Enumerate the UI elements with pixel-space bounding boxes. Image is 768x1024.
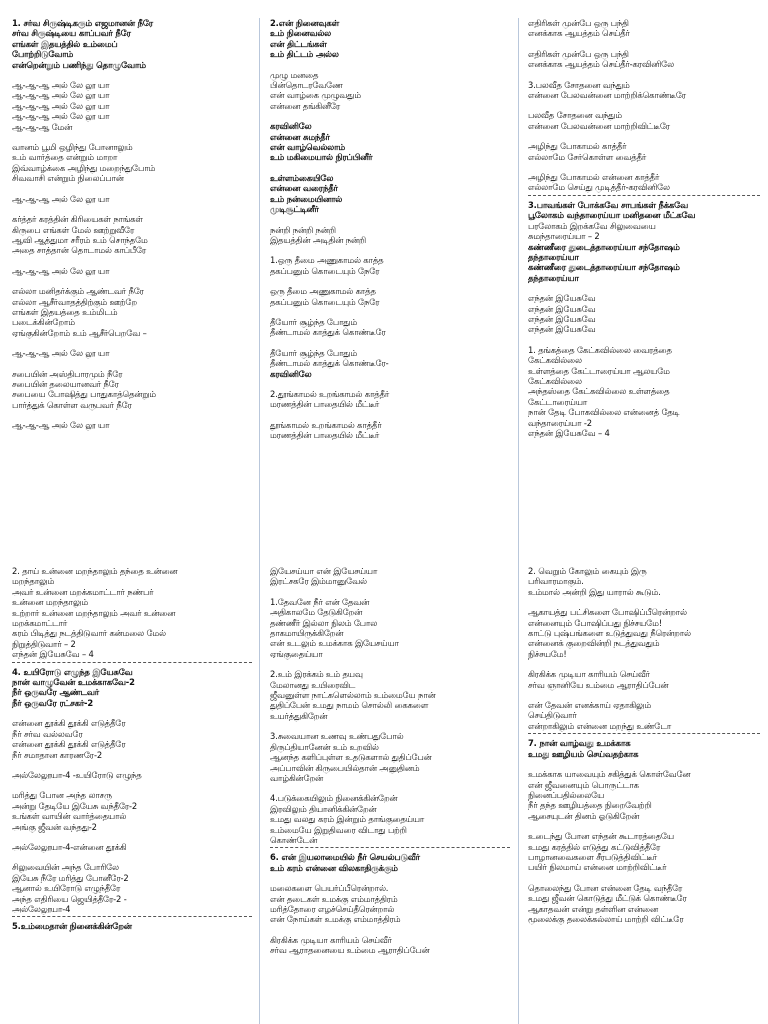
lyric-line: என்றாகிலும் என்னை மறந்து உண்டோ [528,720,672,731]
lyric-line: எல்லாமே செய்து முடித்தீர்-கரவினிலே [528,182,670,193]
lyric-line: அப்பாவின் கிருபையில்தான் அனுதினம் [270,762,420,773]
lyric-line: அழிந்து போகாமல் என்னை காத்தீர் [528,172,660,183]
lyric-line: தண்ணீர் இல்லா நிலம் போல [270,617,378,628]
lyric-line: ஆனந்த களிப்புள்ள உதடுகளால் துதிப்பேன் [270,752,432,763]
lyric-line: உங்கள் வாயின் வார்த்தையால் [12,811,127,822]
lyric-line: உமது வலது கரம் இன்றும் தாங்குதைய்யா [270,814,425,825]
stanza-gap [528,70,760,80]
lyric-heading-line: பூலோகம் வந்தாரைய்யா மனிதனை மீட்கவே [528,210,696,221]
lyric-line: என் ஜீவனையும் பொருட்டாக [528,779,639,790]
lyric-line: மரித்து போன அந்த லாசரு [12,790,112,801]
lyric-heading-line: நீர் ஒருவரே ரட்சகர்-2 [12,697,94,708]
stanza-gap [270,873,510,883]
stanza-gap [12,132,252,142]
stanza-gap [270,587,510,597]
lyric-heading-line: கண்ணீரை துடைத்தாரைய்யா சந்தோஷம் [528,262,680,273]
lyric-line: தீயோர் சூழ்ந்த போதும் [270,316,357,327]
lyric-line: அழிந்து போகாமல் காத்தீர் [528,141,627,152]
stanza-gap [270,659,510,669]
stanza-gap [528,131,760,141]
lyric-line: பயிர் நிலமாய் என்னை மாற்றிவிட்டீர் [528,862,667,873]
lyric-line: எதிரிகள் முன்பே ஒரு பந்தி [528,18,629,28]
lyric-line: சர்வ ஞானியே உம்மை ஆராதிப்பேன் [528,679,669,690]
lyric-line: ஆ-ஆ-ஆ அல் லே லூ யா [12,111,110,122]
lyric-line: கிரகிக்க முடியா காரியம் செய்வீர் [270,934,392,945]
lyric-line: ஆ-ஆ-ஆ அல் லே லூ யா [12,80,110,91]
lyric-line: வாழ்கின்றேன் [270,772,323,783]
lyric-line: அந்த எதிரியை ஜெயித்தீரே-2 - [12,893,127,904]
stanza-gap [528,690,760,700]
lyric-line: நினைப்பதில்லையே [528,789,605,800]
lyric-heading-line: உம் கரம் என்னை விலகாதிருக்கும் [270,862,398,873]
lyric-line: எதிரிகள் முன்பே ஒரு பந்தி [528,48,629,59]
lyric-line: உம்மால் அன்றி இது யாரால் கூடும். [528,586,661,597]
lyric-line: எந்தன் இயேசுவே [528,303,596,314]
lyric-line: ஆ-ஆ-ஆ அல் லே லூ யா [12,90,110,101]
lyric-line: ஆ-ஆ-ஆ அல் லே லூ யா [12,100,110,111]
lyric-line: ஏங்குதைய்யா [270,648,323,659]
lyric-line: 3.பலவீத சோதனை வந்தும் [528,79,630,90]
lyric-line: பார்த்துக் கொள்ள வருபவர் நீரே [12,399,132,410]
lyric-line: அதிகாலமே தேடுகிறேன் [270,607,363,618]
lyric-line: படைக்கின்றோம் [12,317,75,328]
lyric-line: இயேசு நீரே மரித்து போனீரே-2 [12,872,129,883]
lyric-line: என்னைக் குறைவின்றி நடத்துவதும் [528,638,660,649]
lyric-line: 2. தாய் உன்னை மறந்தாலும் தந்தை உன்னை [12,566,178,576]
lyric-line: கரம் பிடித்து நடத்திடுவார் கன்மலை மேல் [12,628,166,639]
lyric-line: அல்லேலூயா-4-என்னை தூக்கி [12,841,127,852]
lyric-line: என்னையும் போஷிப்பது நிச்சயமே! [528,617,662,628]
lyric-line: இரட்சகரே இம்மானுவேல் [270,576,367,587]
lyric-line: எல்லாமே சேர்கொள்ள வைத்தீர் [528,151,647,162]
lyric-line: ஆ-ஆ-ஆ அல் லே லூ யா [12,193,110,204]
song-separator [12,662,252,663]
lyric-line: எந்தன் இயேசுவே – 4 [12,649,94,660]
lyric-line: என்னை பேலவன்னை மாற்றிக்கொண்டீரே [528,90,686,101]
song-separator [270,847,510,848]
lyric-line: அந்தஸ்தை கேட்கவில்லை உள்ளத்தை [528,386,670,397]
stanza-gap [528,821,760,831]
lyric-line: என் தடைகள் உமக்கு எம்மாத்திரம் [270,893,398,904]
stanza-gap [528,283,760,293]
lyric-line: என்னை தூக்கி தூக்கி எடுத்தீரே [12,739,126,750]
stanza-gap [528,335,760,345]
lyric-line: மறக்கமாட்டார் [12,618,68,629]
stanza-gap [270,721,510,731]
lyric-line: திருப்தியானேன் உம் உறவில் [270,741,379,752]
lyric-line: சபையை போஷித்து பாதுகாத்தென்றும் [12,389,156,400]
stanza-gap [528,659,760,669]
lyric-line: என் வாழ்கை முழுவதும் [270,90,361,101]
stanza-gap [270,338,510,348]
stanza-gap [270,111,510,121]
lyric-line: ஆ-ஆ-ஆ அல் லே லூ யா [12,348,110,359]
lyric-line: நிறுத்திடுவார் – 2 [12,638,76,649]
lyric-heading-line: என்னை வரைந்தீர் [270,183,338,194]
lyric-line: தீண்டாமல் காத்துக் கொண்டீரே [270,327,386,338]
lyric-heading-line: கரவினிலே [270,121,312,132]
song-separator [528,733,760,734]
stanza-gap [12,184,252,194]
lyric-line: ஆகாயத்து பட்சிகளை போஷிப்பீரென்றால் [528,607,687,618]
lyric-line: எல்லா ஆசீர்வாதத்திற்கும் ஊற்றே [12,296,137,307]
lyric-heading-line: 6. என் இயலாமையில் நீர் செயல்படுவீர் [270,852,420,863]
lyric-line: மரணத்தின் பாதையில் மீட்டீர் [270,430,380,441]
lyric-heading-line: உமது ஊழியம் செய்வதற்காக [528,748,639,759]
lyric-line: சிவவாசி என்றும் நிலைப்பான் [12,173,124,184]
lyric-heading-line: என் திட்டங்கள் [270,38,327,49]
lyric-line: எனக்காக ஆயத்தம் செய்தீர்-கரவினிலே [528,59,674,70]
lyric-line: 2. வெறும் கோலும் கையும் இரு [528,566,647,576]
lyric-line: எங்கள் இதயத்தை உம்மிடம் [12,306,118,317]
lyric-line: மேலானது உயிரைவிட [270,679,356,690]
lyric-line: உம்மையே இறுதிவரை விடாது பற்றி [270,824,407,835]
lyric-line: என் நோய்கள் உமக்கு எம்மாத்திரம் [270,914,401,925]
lyric-line: சுமந்தாரைய்யா – 2 [528,231,600,242]
stanza-gap [528,759,760,769]
column-divider-left [259,18,260,1024]
lyric-line: இதயத்தின் அடிதின் நன்றி [270,234,366,245]
lyric-line: கிரகிக்க முடியா காரியம் செய்வீர் [528,669,650,680]
lyric-line: ஆவி ஆத்துமா சரீரம் உம் சொந்தமே [12,234,148,245]
lyric-line: எந்தன் இயேசுவே [528,313,596,324]
stanza-gap [12,204,252,214]
stanza-gap [528,597,760,607]
lyric-line: மூலைக்கு தலைக்கல்லாய் மாற்றி விட்டீரே [528,913,684,924]
lyric-line: 2.தூங்காமல் உறங்காமல் காத்தீர் [270,388,390,399]
lyric-heading-line: உம் மகிமையால் நிரப்பினீர் [270,152,373,163]
lyric-heading-line: 3.பாவங்கள் போக்கவே சாபங்கள் நீக்கவே [528,199,688,210]
lyrics-column-top-middle [270,18,510,441]
lyric-line: தாகமாயிருக்கிறேன் [270,628,344,639]
lyric-line: ஆகாதவன் என்று தள்ளின என்னை [528,903,658,914]
lyric-heading-line: போற்றிடுவோம் [12,49,74,60]
lyric-line: தீண்டாமல் காத்துக் கொண்டீரே- [270,358,389,369]
lyric-line: துதிப்பேன் உமது நாமம் சொல்லி கைகளை [270,700,429,711]
stanza-gap [270,163,510,173]
lyric-heading-line: தந்தாரைய்யா [528,251,579,262]
stanza-gap [528,162,760,172]
lyric-line: மரித்தோரை எழச்செய்தீரென்றால் [270,903,395,914]
lyric-line: எல்லா மனிதர்க்கும் ஆண்டவர் நீரே [12,286,144,297]
lyric-line: பரிவாரமாகும். [528,576,584,587]
lyric-line: மலைகளை பெயர்ப்பீரென்றால். [270,883,389,894]
stanza-gap [270,783,510,793]
lyric-line: உள்ளத்தை கேட்டாரைய்யா ஆலயமே [528,365,670,376]
lyric-line: 4.படுக்கையிலும் நினைக்கின்றேன் [270,793,398,804]
lyric-heading-line: நீர் ஒருவரே ஆண்டவர் [12,687,99,698]
lyric-line: சபையின் அஸ்திபாரமும் நீரே [12,368,123,379]
stanza-gap [270,307,510,317]
lyric-heading-line: உம் நன்மையினால் [270,193,343,204]
lyric-line: கேட்கவில்லை [528,375,582,386]
lyric-line: வந்தாரைய்யா -2 [528,417,592,428]
stanza-gap [270,60,510,70]
lyric-line: என் உடலும் உமக்காக இயேசய்யா [270,638,399,649]
lyrics-column-bottom-left [12,566,252,932]
lyric-line: அல்லேலூயா-4 [12,903,71,914]
lyric-line: மரணத்தின் பாதையில் மீட்டீர் [270,399,380,410]
lyric-line: பரலோகம் இறக்கவே சிலுவையை [528,220,656,231]
lyric-line: நீர் தந்த ஊழியத்தை நிறைவேற்றி [528,800,652,811]
stanza-gap [12,410,252,420]
lyric-heading-line: உள்ளம்கையிலே [270,172,334,183]
lyric-line: உயர்த்துகிறேன் [270,710,328,721]
stanza-gap [528,39,760,49]
lyric-line: நன்றி நன்றி நன்றி [270,224,336,235]
lyric-line: சிலுவையின் அந்த போரிலே [12,862,119,873]
lyric-line: அதை சாத்தான் தொடாமல் காப்பீரே [12,245,147,256]
stanza-gap [12,780,252,790]
lyrics-column-top-left [12,18,252,431]
lyrics-column-bottom-right [528,566,760,924]
lyric-line: உற்றார் உன்னை மறந்தாலும் அவர் உன்னை [12,607,176,618]
lyric-line: கேட்டாரைய்யா [528,396,588,407]
lyric-line: எந்தன் இயேசுவே [528,293,596,304]
lyric-heading-line: நான் வாழுவேன் உமக்காகவே-2 [12,677,135,688]
lyric-line: எந்தன் இயேசுவே – 4 [528,428,610,438]
lyric-line: என்னை தூக்கி தூக்கி எடுத்தீரே [12,718,126,729]
lyric-line: ஆ-ஆ-ஆ அல் லே லூ யா [12,420,110,431]
lyric-line: கர்த்தர் கரத்தின் கிரியைகள் நாங்கள் [12,214,143,225]
lyric-line: 2.உம் இரக்கம் உம் தயவு [270,669,363,680]
lyric-heading-line: 4. உயிரோடு எழுந்த இயேசுவே [12,666,133,677]
lyric-line: கேட்கவில்லை [528,355,582,366]
lyric-line: 1.ஒரு தீமை அணுகாமல் காத்த [270,255,384,266]
lyric-heading-line: என்றென்றும் பணிந்து தொழுவோம் [12,59,146,70]
lyric-heading-line: கரவினிலே [270,368,312,379]
lyric-line: என் தேவன் எனக்காய் ஏதாகிலும் [528,700,651,711]
lyric-heading-line: உம் நினைவல்ல [270,28,331,39]
lyric-line: பலவீத சோதனை வந்தும் [528,110,622,121]
lyric-line: எந்தன் இயேசுவே [528,324,596,335]
lyrics-column-top-right [528,18,760,438]
lyric-heading-line: தந்தாரைய்யா [528,272,579,283]
lyric-line: தகப்பனும் கொடையும் நேரே [270,265,380,276]
lyric-line: உம் வார்த்தை என்றும் மாறா [12,152,118,163]
lyric-line: சர்வ ஆராதனையை உம்மை ஆராதிப்பேன் [270,945,430,956]
lyric-line: உமது ஜீவன் கொடுத்து மீட்டுக் கொண்டீரே [528,893,687,904]
lyric-heading-line: 5.உம்மைதான் நினைக்கின்றேன் [12,921,132,932]
stanza-gap [12,338,252,348]
stanza-gap [12,832,252,842]
lyric-line: உமது கரத்தில் எடுத்து கட்டுவித்தீரே [528,841,661,852]
lyric-line: ஆ-ஆ-ஆ அல் லே லூ யா [12,265,110,276]
lyric-line: அவர் உன்னை மறக்கமாட்டார் நண்பர் [12,586,154,597]
stanza-gap [270,245,510,255]
lyric-line: கொண்டேன் [270,834,318,845]
lyric-line: காட்டு புஷ்பங்களை உடுத்துவது நீரென்றால் [528,628,691,639]
stanza-gap [270,925,510,935]
stanza-gap [12,708,252,718]
lyric-line: பின்தொடரவேணே [270,80,343,91]
lyric-line: வானம் பூமி ஒழிந்து போனாலும் [12,142,133,153]
lyric-line: ஆனால் உயிரோடு எழுந்தீரே [12,883,121,894]
lyric-line: நான் தேடி போகவில்லை என்னைத் தேடி [528,407,680,418]
lyric-line: மறந்தாலும் [12,576,55,587]
lyric-line: ஒரு தீமை அணுகாமல் காத்த [270,286,376,297]
lyric-line: ஆசையுடன் தினம் ஓடுகிறேன் [528,810,640,821]
lyric-line: நீர் சர்வ வல்லவரே [12,728,83,739]
lyric-heading-line: 1. சர்வ சிருஷ்டிகரும் எஜமானன் நீரே [12,18,153,28]
lyric-heading-line: எங்கள் இதயத்தில் உம்மைப் [12,38,118,49]
lyric-line: தூங்காமல் உறங்காமல் காத்தீர் [270,419,382,430]
stanza-gap [270,379,510,389]
lyric-line: செய்திடுவார் [528,710,577,721]
lyrics-column-bottom-middle [270,566,510,956]
lyric-line: தீயோர் சூழ்ந்த போதும் [270,347,357,358]
lyric-line: கிருபை எங்கள் மேல் ஊற்றுவீரே [12,224,135,235]
lyric-heading-line: 2.என் நினைவுகள் [270,18,339,28]
stanza-gap [12,70,252,80]
lyric-line: என்னை பேலவன்னை மாற்றிவிட்டீரே [528,120,670,131]
lyric-line: நீர் சமாதான காரணரே-2 [12,749,103,760]
stanza-gap [270,215,510,225]
stanza-gap [528,100,760,110]
stanza-gap [12,760,252,770]
stanza-gap [528,873,760,883]
lyric-line: 1.தேவனே நீர் என் தேவன் [270,596,370,607]
lyric-line: ஜீவனுள்ள நாட்களெல்லாம் உம்மையே நான் [270,690,436,701]
lyric-heading-line: 7. நான் வாழ்வது உமக்காக [528,738,631,749]
lyric-line: தகப்பனும் கொடையும் நேரே [270,296,380,307]
lyric-line: தொலைந்து போன என்னை தேடி வந்தீரே [528,882,683,893]
lyric-line: சபையின் தலையானவர் நீரே [12,378,119,389]
lyric-line: அல்லேலூயா-4 -உயிரோடு எழுந்த [12,769,142,780]
lyric-line: பாழானவைகளை சீரபடுத்திவிட்டீர் [528,851,657,862]
lyric-line: எனக்காக ஆயத்தம் செய்தீர் [528,28,630,39]
stanza-gap [270,410,510,420]
lyric-line: இயேசய்யா என் இயேசய்யா [270,566,378,576]
lyric-heading-line: முடிசூட்டினீர் [270,204,319,215]
song-separator [12,916,252,917]
stanza-gap [12,852,252,862]
lyric-line: இரவிலும் தியானிக்கின்றேன் [270,803,377,814]
lyric-heading-line: கண்ணீரை துடைத்தாரைய்யா சந்தோஷம் [528,241,680,252]
stanza-gap [12,256,252,266]
lyric-heading-line: என் வாழ்வெல்லாம் [270,142,345,153]
stanza-gap [12,359,252,369]
lyric-heading-line: சர்வ சிருஷ்டியை காப்பவர் நீரே [12,28,131,39]
lyric-line: 1. தங்கத்தை கேட்கவில்லை வைரத்தை [528,344,672,355]
lyric-heading-line: உம் திட்டம் அல்ல [270,49,339,60]
lyric-line: முழு மனதை [270,69,319,80]
column-divider-right [518,18,519,1024]
lyric-line: ஏங்குகின்றோம் உம் ஆசீர்பெறவே – [12,327,147,338]
lyric-line: உமக்காக யாவையும் சகித்துக் கொள்வேனே [528,769,691,780]
stanza-gap [12,276,252,286]
lyric-line: அன்று தேடியே இயேசு வந்தீரே-2 [12,800,138,811]
lyric-heading-line: என்னை சுமந்தீர் [270,131,330,142]
lyric-line: 3.சுவையான உணவு உண்பதுபோல் [270,731,404,742]
lyric-line: உடைந்து போன எந்தன் கூடாரத்தையே [528,831,674,842]
lyric-line: அங்கு ஜீவன் வந்தது-2 [12,821,97,832]
lyric-line: என்னை தங்கினீரே [270,100,341,111]
lyric-line: இவ்வாழ்க்கை அழிந்து மறைந்துபோம் [12,162,156,173]
lyric-line: ஆ-ஆ-ஆ மேன் [12,121,73,132]
song-separator [528,195,760,196]
lyric-line: நிச்சயமே! [528,648,567,659]
lyric-line: உன்னை மறந்தாலும் [12,597,88,608]
stanza-gap [270,276,510,286]
